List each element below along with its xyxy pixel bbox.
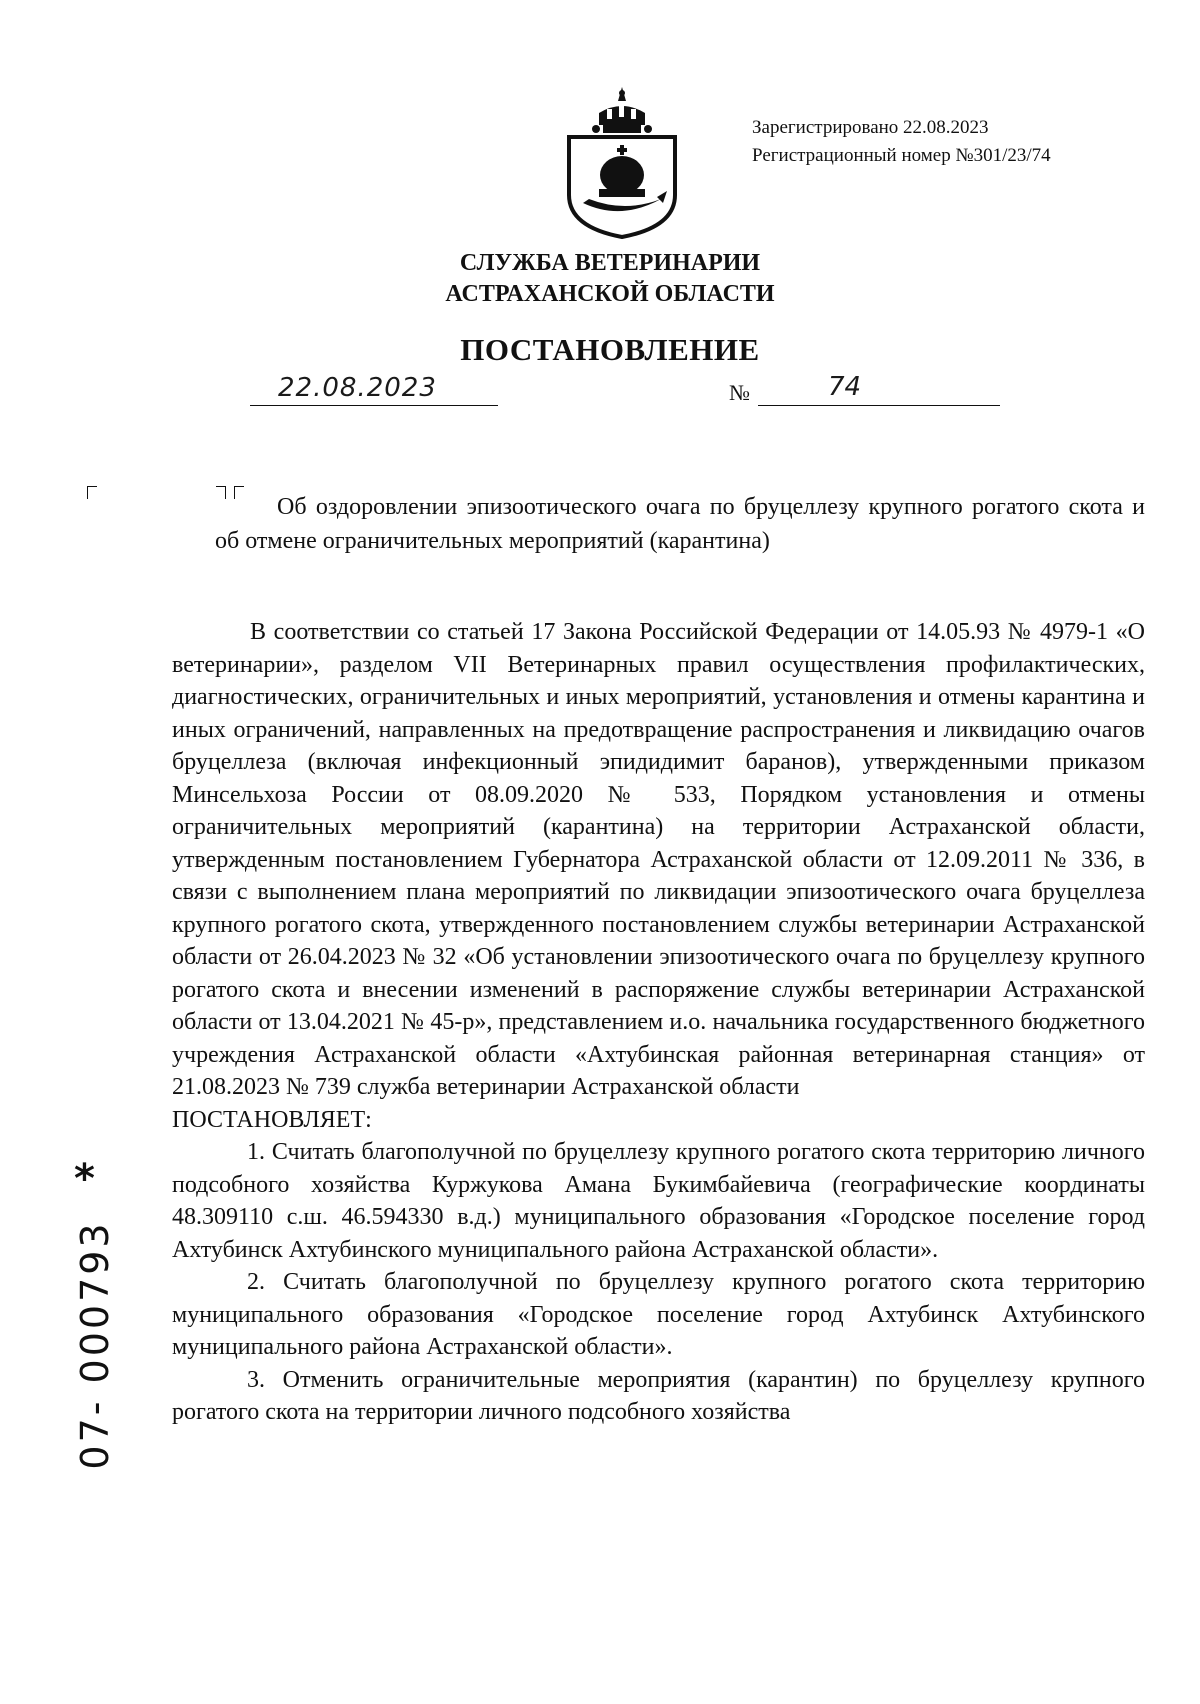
resolution-item-3: 3. Отменить ограничительные мероприятия (карантин) по бруцеллезу крупного рогатого скота на территории личного подсобного хозяйства: [172, 1366, 1145, 1425]
document-number-label: №: [729, 380, 750, 405]
coat-of-arms-emblem: [563, 85, 681, 239]
registration-number: Регистрационный номер №301/23/74: [752, 145, 1051, 166]
document-body: [172, 616, 1145, 1429]
agency-name-line1: СЛУЖБА ВЕТЕРИНАРИИ: [459, 250, 761, 276]
scimitar-icon: [583, 199, 661, 211]
agency-header: [300, 248, 920, 310]
registration-stamp: [752, 114, 1051, 170]
corner-mark-left: [87, 486, 97, 499]
resolves-heading: ПОСТАНОВЛЯЕТ:: [172, 1106, 372, 1133]
margin-asterisk: *: [74, 1156, 95, 1202]
document-date: 22.08.2023: [278, 373, 437, 403]
document-subject: [215, 490, 1145, 558]
resolution-item-2: 2. Считать благополучной по бруцеллезу крупного рогатого скота территорию муниципального образования «Городское поселение город Ахтубинск Ахтубинского муниципального района Астраханской области».: [172, 1269, 1145, 1360]
royal-crown-icon: [599, 145, 645, 197]
agency-name-line2: АСТРАХАНСКОЙ ОБЛАСТИ: [445, 281, 775, 307]
preamble-paragraph: В соответствии со статьей 17 Закона Российской Федерации от 14.05.93 № 4979-1 «О ветеринарии», разделом VII Ветеринарных правил осуществления профилактических, диагностических, ограничительных и иных мероприятий, установления и отмены карантина и иных ограничений, направленных на предотвращение распространения и ликвидацию очагов бруцеллеза (включая инфекционный эпидидимит баранов), утвержденными приказом Минсельхоза России от 08.09.2020 № 533, Порядком установления и отмены ограничительных мероприятий (карантина) на территории Астраханской области, утвержденным постановлением Губернатора Астраханской области от 12.09.2011 № 336, в связи с выполнением плана мероприятий по ликвидации эпизоотического очага бруцеллеза крупного рогатого скота, утвержденного постановлением службы ветеринарии Астраханской области от 26.04.2023 № 32 «Об установлении эпизоотического очага по бруцеллезу крупного рогатого скота и внесении изменений в распоряжение службы ветеринарии Астраханской области от 13.04.2021 № 45-р», представлением и.о. начальника государственного бюджетного учреждения Астраханской области «Ахтубинская районная ветеринарная станция» от 21.08.2023 № 739 служба ветеринарии Астраханской области: [172, 619, 1145, 1100]
resolution-item-1: 1. Считать благополучной по бруцеллезу крупного рогатого скота территорию личного подсобного хозяйства Куржукова Амана Букимбайевича (географические координаты 48.309110 с.ш. 46.594330 в.д.) муниципального образования «Городское поселение город Ахтубинск Ахтубинского муниципального района Астраханской области».: [172, 1139, 1145, 1263]
registration-date: Зарегистрировано 22.08.2023: [752, 117, 989, 138]
document-number: 74: [828, 372, 862, 402]
number-underline: [758, 377, 1000, 406]
document-type-title: ПОСТАНОВЛЕНИЕ: [460, 332, 760, 367]
margin-registration-number: 07- 000793: [73, 1220, 117, 1470]
subject-text: Об оздоровлении эпизоотического очага по бруцеллезу крупного рогатого скота и об отмене ограничительных мероприятий (карантина): [215, 494, 1145, 554]
mural-crown-icon: [592, 87, 652, 133]
